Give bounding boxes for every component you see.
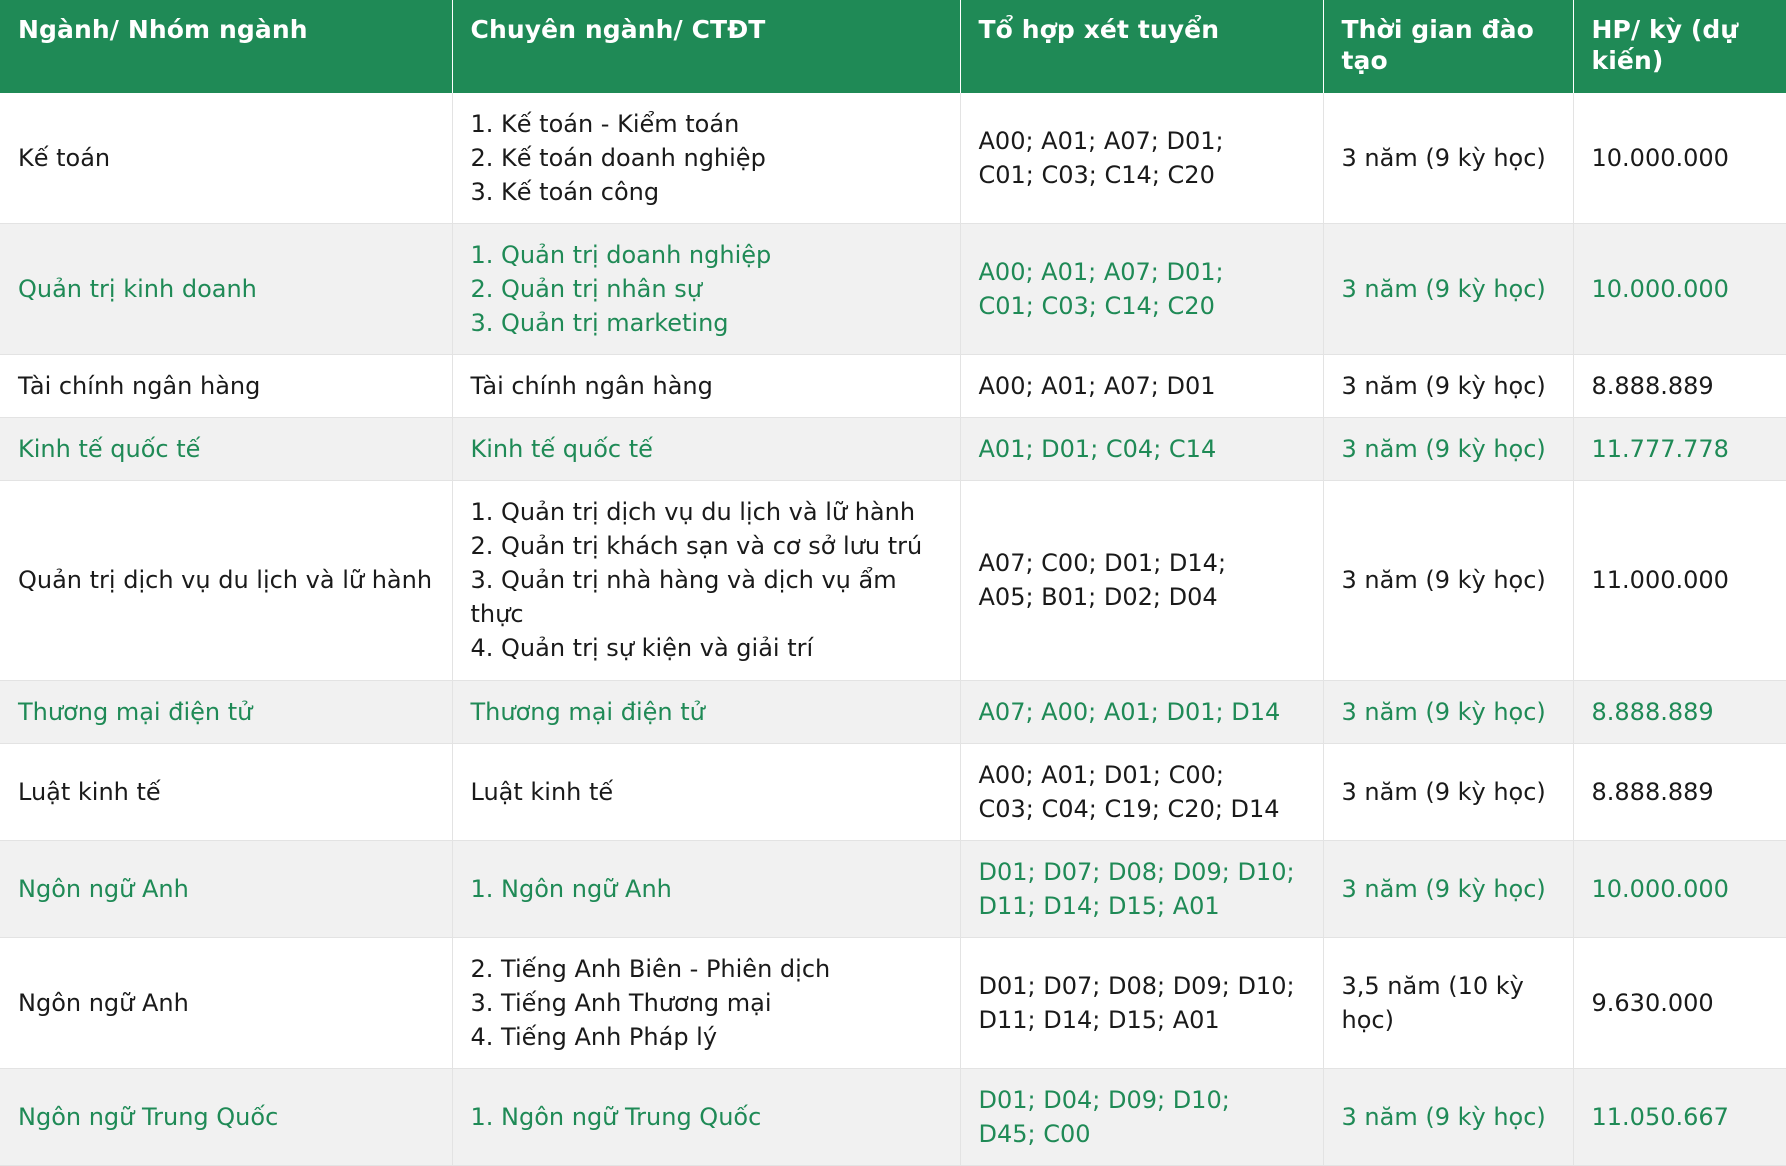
column-header-to-hop: Tổ hợp xét tuyển [960,0,1323,93]
cell-thoi-gian [1323,93,1573,224]
cell-to-hop-line: A07; C00; D01; D14; [978,549,1227,578]
cell-nganh: Quản trị kinh doanh [0,223,452,354]
cell-nganh: Ngôn ngữ Anh [0,840,452,937]
cell-thoi-gian-line: 3 năm (9 kỳ học) [1341,874,1546,903]
cell-chuyen-nganh [452,354,960,417]
table-body [0,93,1786,1166]
table-row [0,418,1786,481]
cell-chuyen-nganh [452,223,960,354]
cell-hoc-phi: 10.000.000 [1573,840,1786,937]
cell-chuyen-nganh [452,418,960,481]
cell-to-hop-line: D45; C00 [978,1120,1091,1149]
cell-chuyen-nganh-line: 2. Quản trị nhân sự [470,274,702,303]
cell-thoi-gian-line: học) [1341,1006,1394,1035]
cell-thoi-gian [1323,418,1573,481]
cell-thoi-gian [1323,481,1573,680]
cell-chuyen-nganh-line: 3. Tiếng Anh Thương mại [470,988,772,1017]
cell-nganh: Kinh tế quốc tế [0,418,452,481]
cell-thoi-gian [1323,223,1573,354]
cell-to-hop [960,223,1323,354]
cell-chuyen-nganh-line: Kinh tế quốc tế [470,435,653,464]
cell-thoi-gian-line: 3 năm (9 kỳ học) [1341,566,1546,595]
cell-thoi-gian-line: 3 năm (9 kỳ học) [1341,777,1546,806]
cell-chuyen-nganh [452,93,960,224]
cell-to-hop-line: A05; B01; D02; D04 [978,583,1218,612]
cell-thoi-gian [1323,1069,1573,1166]
cell-chuyen-nganh-line: 1. Ngôn ngữ Anh [470,874,672,903]
cell-chuyen-nganh-line: 1. Quản trị dịch vụ du lịch và lữ hành [470,498,916,527]
cell-chuyen-nganh-line: 3. Quản trị marketing [470,308,729,337]
table-row [0,743,1786,840]
cell-to-hop [960,481,1323,680]
cell-thoi-gian [1323,840,1573,937]
cell-hoc-phi: 8.888.889 [1573,354,1786,417]
cell-thoi-gian-line: 3 năm (9 kỳ học) [1341,435,1546,464]
cell-to-hop-line: D01; D04; D09; D10; [978,1086,1230,1115]
cell-to-hop-line: C01; C03; C14; C20 [978,160,1215,189]
table-row [0,354,1786,417]
cell-to-hop [960,93,1323,224]
cell-to-hop-line: D11; D14; D15; A01 [978,1006,1220,1035]
cell-to-hop-line: A00; A01; D01; C00; [978,760,1224,789]
cell-to-hop-line: C01; C03; C14; C20 [978,291,1215,320]
cell-chuyen-nganh [452,1069,960,1166]
cell-to-hop [960,1069,1323,1166]
cell-nganh: Kế toán [0,93,452,224]
cell-to-hop-line: D01; D07; D08; D09; D10; [978,971,1295,1000]
cell-to-hop-line: D11; D14; D15; A01 [978,891,1220,920]
cell-thoi-gian [1323,354,1573,417]
table-row [0,481,1786,680]
cell-hoc-phi: 11.000.000 [1573,481,1786,680]
cell-chuyen-nganh [452,743,960,840]
cell-to-hop-line: A00; A01; A07; D01; [978,257,1224,286]
cell-thoi-gian-line: 3 năm (9 kỳ học) [1341,371,1546,400]
cell-chuyen-nganh-line: Thương mại điện tử [470,697,705,726]
cell-hoc-phi: 8.888.889 [1573,743,1786,840]
cell-nganh: Ngôn ngữ Anh [0,937,452,1068]
cell-to-hop [960,840,1323,937]
cell-hoc-phi: 9.630.000 [1573,937,1786,1068]
cell-chuyen-nganh-line: Luật kinh tế [470,777,614,806]
table-row [0,840,1786,937]
column-header-hoc-phi: HP/ kỳ (dự kiến) [1573,0,1786,93]
column-header-nganh: Ngành/ Nhóm ngành [0,0,452,93]
cell-thoi-gian-line: 3,5 năm (10 kỳ [1341,971,1524,1000]
cell-nganh: Quản trị dịch vụ du lịch và lữ hành [0,481,452,680]
cell-chuyen-nganh-line: 1. Quản trị doanh nghiệp [470,240,772,269]
table-header [0,0,1786,93]
cell-hoc-phi: 10.000.000 [1573,223,1786,354]
table-header-row [0,0,1786,93]
cell-chuyen-nganh-line: 3. Quản trị nhà hàng và dịch vụ ẩm thực [470,566,897,629]
cell-to-hop-line: D01; D07; D08; D09; D10; [978,857,1295,886]
cell-chuyen-nganh [452,937,960,1068]
cell-chuyen-nganh [452,840,960,937]
table-row [0,1069,1786,1166]
cell-chuyen-nganh-line: Tài chính ngân hàng [470,371,713,400]
cell-chuyen-nganh-line: 2. Tiếng Anh Biên - Phiên dịch [470,954,831,983]
column-header-thoi-gian: Thời gian đào tạo [1323,0,1573,93]
cell-chuyen-nganh-line: 1. Kế toán - Kiểm toán [470,109,740,138]
cell-chuyen-nganh [452,481,960,680]
cell-to-hop [960,354,1323,417]
table-row [0,93,1786,224]
cell-to-hop-line: A00; A01; A07; D01 [978,371,1216,400]
cell-thoi-gian-line: 3 năm (9 kỳ học) [1341,697,1546,726]
cell-to-hop-line: A07; A00; A01; D01; D14 [978,697,1281,726]
cell-to-hop [960,680,1323,743]
cell-to-hop [960,937,1323,1068]
cell-chuyen-nganh-line: 4. Tiếng Anh Pháp lý [470,1023,718,1052]
cell-to-hop [960,418,1323,481]
cell-hoc-phi: 11.050.667 [1573,1069,1786,1166]
cell-chuyen-nganh-line: 4. Quản trị sự kiện và giải trí [470,634,814,663]
cell-nganh: Thương mại điện tử [0,680,452,743]
cell-nganh: Luật kinh tế [0,743,452,840]
cell-hoc-phi: 10.000.000 [1573,93,1786,224]
cell-chuyen-nganh-line: 3. Kế toán công [470,177,660,206]
cell-chuyen-nganh-line: 2. Quản trị khách sạn và cơ sở lưu trú [470,532,923,561]
cell-hoc-phi: 11.777.778 [1573,418,1786,481]
cell-to-hop-line: A00; A01; A07; D01; [978,126,1224,155]
cell-thoi-gian [1323,743,1573,840]
cell-thoi-gian [1323,680,1573,743]
cell-chuyen-nganh [452,680,960,743]
table-row [0,937,1786,1068]
cell-chuyen-nganh-line: 2. Kế toán doanh nghiệp [470,143,766,172]
cell-nganh: Tài chính ngân hàng [0,354,452,417]
cell-hoc-phi: 8.888.889 [1573,680,1786,743]
table-row [0,223,1786,354]
table-row [0,680,1786,743]
column-header-chuyen-nganh: Chuyên ngành/ CTĐT [452,0,960,93]
cell-to-hop-line: C03; C04; C19; C20; D14 [978,794,1280,823]
cell-thoi-gian-line: 3 năm (9 kỳ học) [1341,1103,1546,1132]
cell-to-hop [960,743,1323,840]
cell-thoi-gian [1323,937,1573,1068]
cell-thoi-gian-line: 3 năm (9 kỳ học) [1341,274,1546,303]
cell-thoi-gian-line: 3 năm (9 kỳ học) [1341,143,1546,172]
cell-nganh: Ngôn ngữ Trung Quốc [0,1069,452,1166]
cell-chuyen-nganh-line: 1. Ngôn ngữ Trung Quốc [470,1103,762,1132]
cell-to-hop-line: A01; D01; C04; C14 [978,435,1217,464]
